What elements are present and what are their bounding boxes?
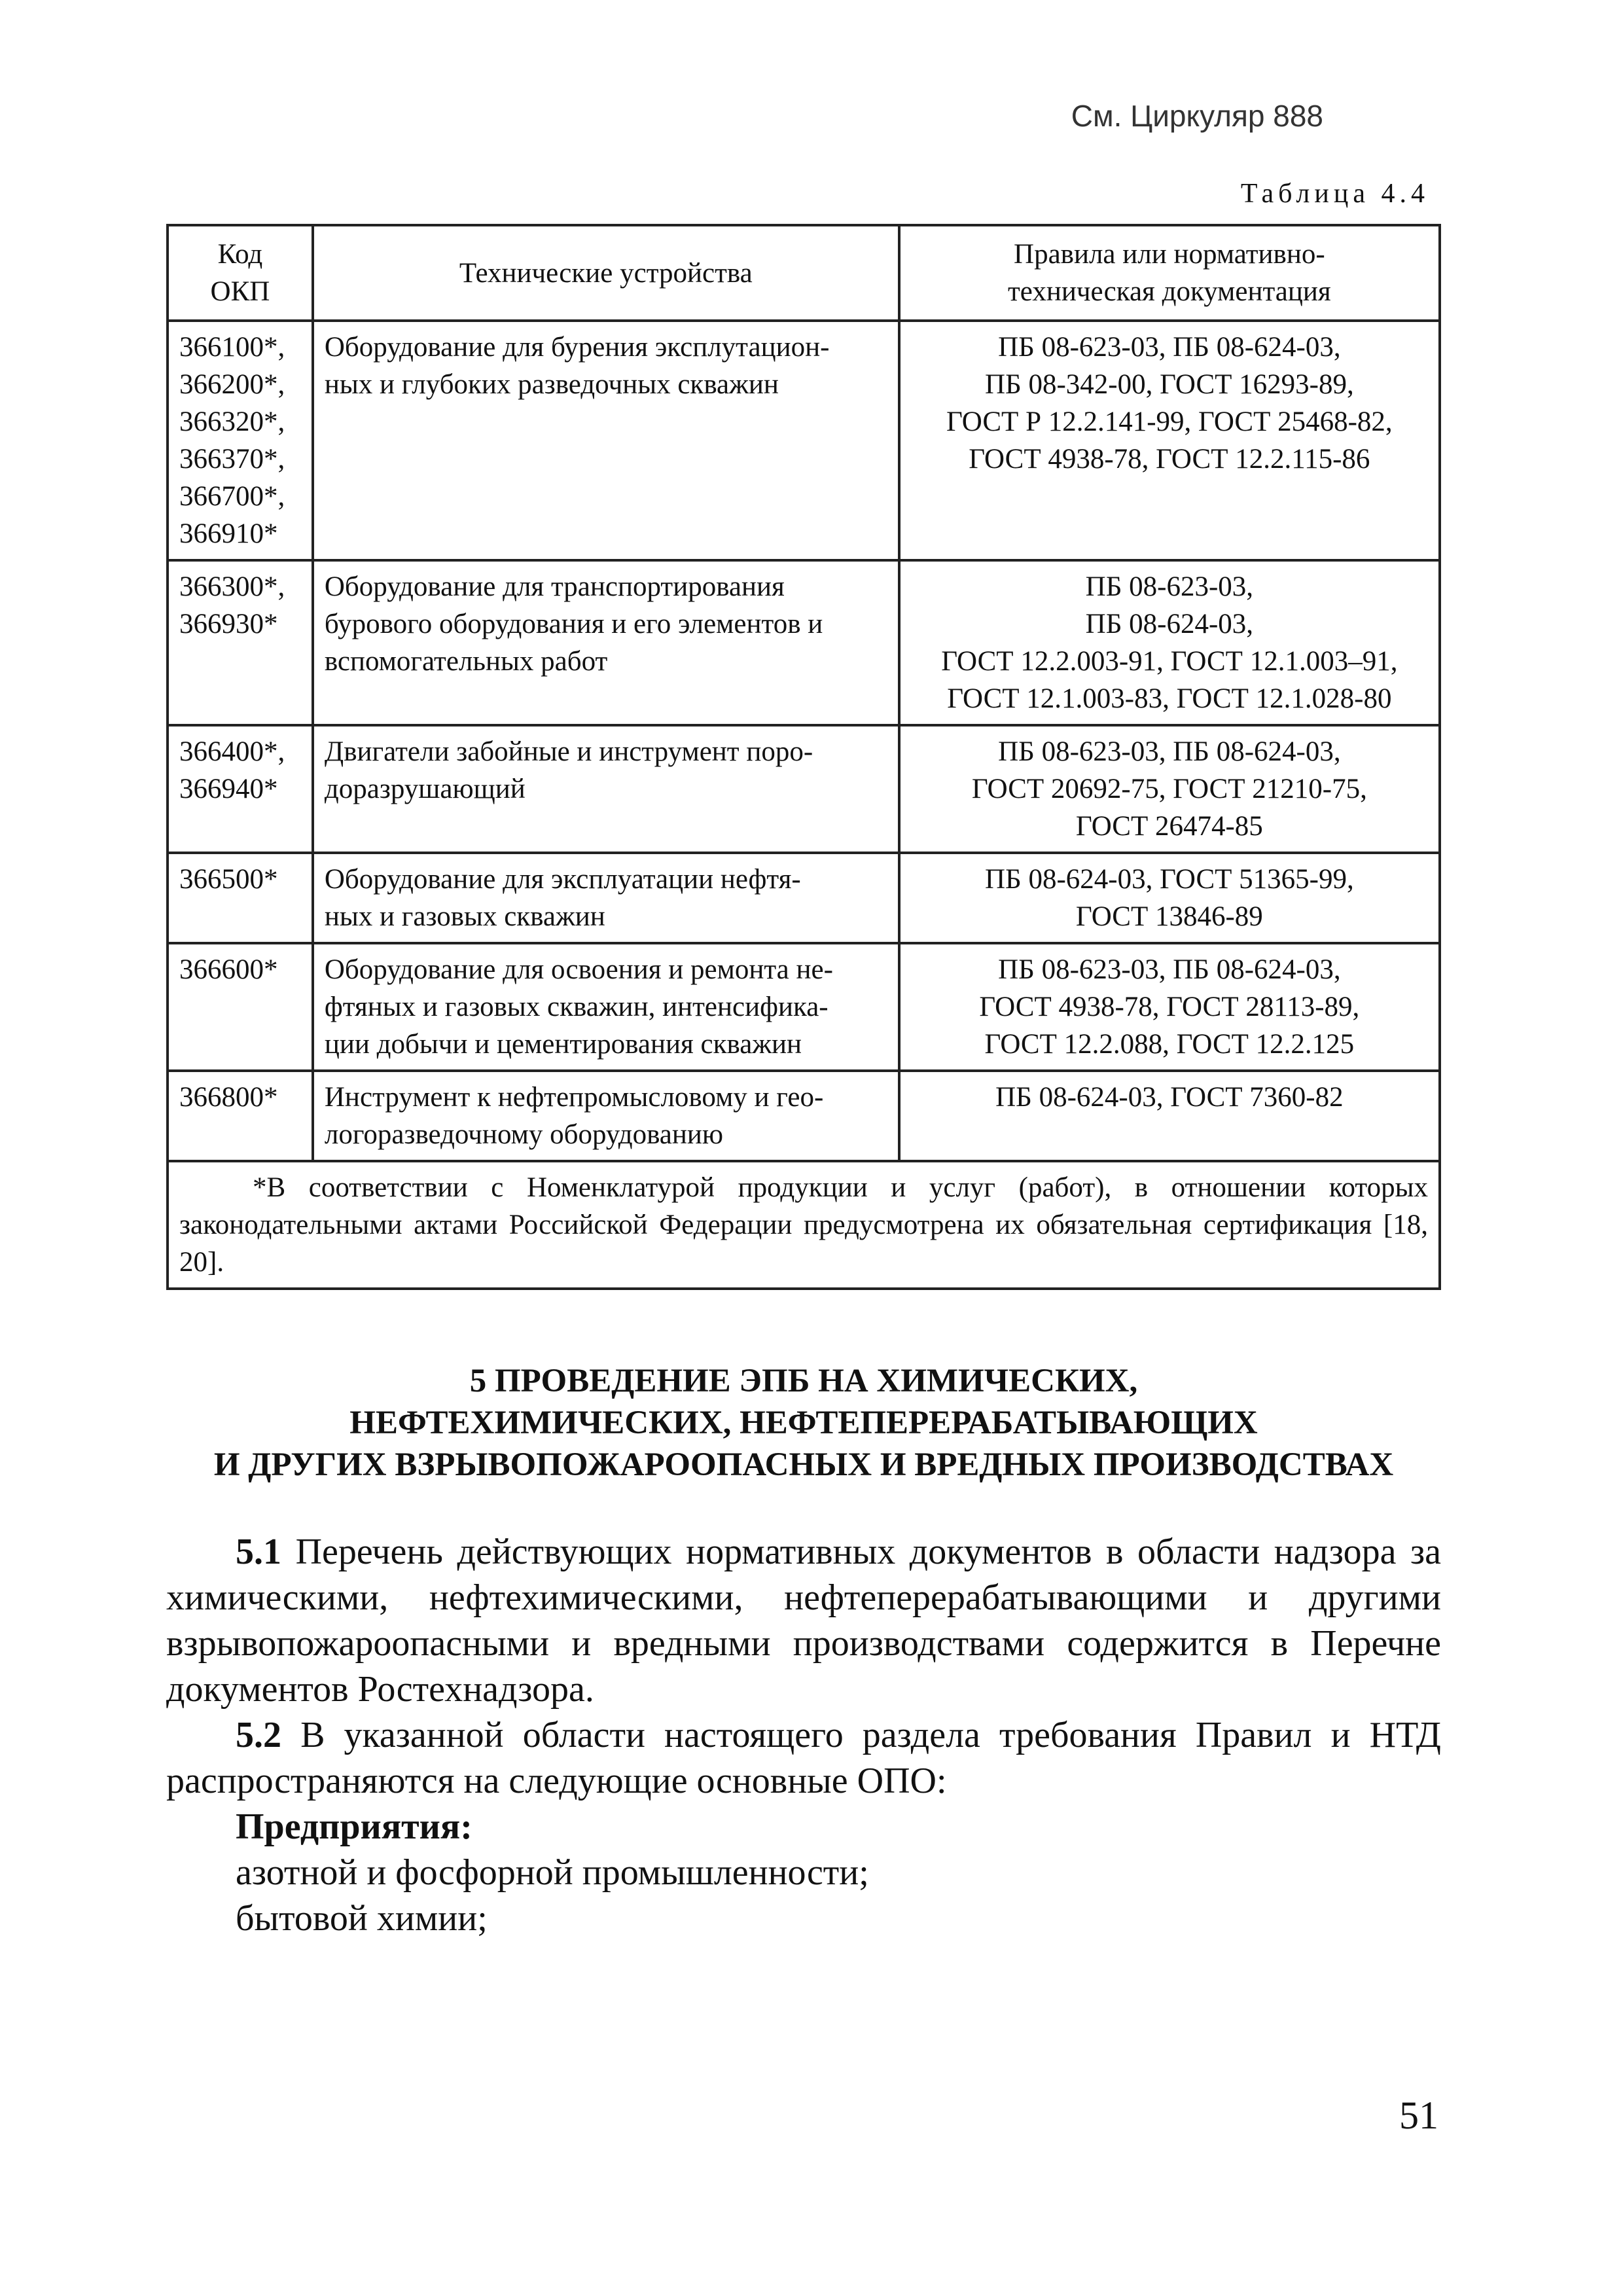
device-cell-line: логоразведочному оборудованию (324, 1119, 724, 1150)
list-heading (166, 1804, 1441, 1850)
okp-code-cell (168, 853, 313, 943)
okp-code-cell-line: 366910* (179, 518, 278, 549)
section-title-line: И ДРУГИХ ВЗРЫВОПОЖАРООПАСНЫХ И ВРЕДНЫХ ПРОИЗВОДСТВАХ (213, 1446, 1394, 1483)
docs-cell (899, 560, 1440, 725)
docs-cell-line: ГОСТ 4938-78, ГОСТ 28113-89, (979, 992, 1360, 1022)
docs-cell-line: ГОСТ 4938-78, ГОСТ 12.2.115-86 (969, 444, 1370, 475)
device-cell-line: Оборудование для транспортирования (324, 571, 785, 602)
docs-cell-line: ГОСТ 13846-89 (1075, 901, 1263, 932)
docs-cell-line: ПБ 08-624-03, (1085, 609, 1254, 639)
paragraph-text: Перечень действующих нормативных документов в области надзора за химическими, нефтехимическими, нефтеперерабатывающими и другими взрывопожароопасными и вредными производствами содержится в Перечне документов Ростехнадзора. (166, 1532, 1441, 1710)
docs-cell-line: ПБ 08-624-03, ГОСТ 51365-99, (984, 864, 1354, 895)
device-cell-line: Оборудование для освоения и ремонта не- (324, 954, 833, 985)
table-row (168, 853, 1440, 943)
footnote-text: *В соответствии с Номенклатурой продукции и услуг (работ), в отношении которых законодательными актами Российской Федерации предусмотрена их обязательная сертификация [18, 20]. (179, 1172, 1428, 1278)
section-title-line: 5 ПРОВЕДЕНИЕ ЭПБ НА ХИМИЧЕСКИХ, (469, 1363, 1138, 1399)
okp-code-cell-line: 366400*, (179, 736, 285, 767)
okp-code-cell (168, 321, 313, 560)
device-cell-line: ных и глубоких разведочных скважин (324, 369, 779, 400)
list-heading-text: Предприятия: (236, 1806, 473, 1847)
device-cell (313, 1071, 899, 1161)
device-cell-line: Двигатели забойные и инструмент поро- (324, 736, 813, 767)
circular-stamp: См. Циркуляр 888 (1071, 99, 1323, 133)
header-docs: Правила или нормативно-техническая документация (899, 225, 1440, 321)
docs-cell-line: ПБ 08-623-03, ПБ 08-624-03, (998, 332, 1341, 363)
page-number: 51 (1399, 2094, 1438, 2137)
docs-cell-line: ПБ 08-624-03, ГОСТ 7360-82 (995, 1082, 1344, 1113)
device-cell-line: бурового оборудования и его элементов и (324, 609, 823, 639)
okp-code-cell-line: 366600* (179, 954, 278, 985)
docs-cell-line: ПБ 08-342-00, ГОСТ 16293-89, (984, 369, 1354, 400)
docs-cell (899, 853, 1440, 943)
device-cell-line: вспомогательных работ (324, 646, 608, 677)
section-title-line: НЕФТЕХИМИЧЕСКИХ, НЕФТЕПЕРЕРАБАТЫВАЮЩИХ (349, 1405, 1258, 1441)
docs-cell-line: ГОСТ 26474-85 (1075, 811, 1263, 842)
table-row (168, 725, 1440, 853)
okp-code-cell (168, 560, 313, 725)
paragraph-number: 5.1 (236, 1532, 281, 1572)
device-cell-line: доразрушающий (324, 774, 526, 804)
device-cell (313, 321, 899, 560)
docs-cell (899, 943, 1440, 1071)
list-item: азотной и фосфорной промышленности; (236, 1852, 869, 1893)
table-footnote-row (168, 1161, 1440, 1289)
list-item: бытовой химии; (236, 1898, 488, 1939)
okp-code-cell-line: 366500* (179, 864, 278, 895)
table-row (168, 321, 1440, 560)
paragraph-5-1 (166, 1529, 1441, 1712)
okp-code-cell-line: 366320*, (179, 406, 285, 437)
table-row (168, 943, 1440, 1071)
body-text (166, 1529, 1441, 1941)
equipment-table (166, 224, 1441, 1290)
device-cell (313, 943, 899, 1071)
device-cell-line: фтяных и газовых скважин, интенсифика- (324, 992, 829, 1022)
paragraph-text: В указанной области настоящего раздела требования Правил и НТД распространяются на следующие основные ОПО: (166, 1715, 1441, 1801)
okp-code-cell-line: 366800* (179, 1082, 278, 1113)
docs-cell-line: ГОСТ 12.1.003-83, ГОСТ 12.1.028-80 (947, 683, 1392, 714)
table-footnote (168, 1161, 1440, 1289)
docs-cell (899, 321, 1440, 560)
okp-code-cell (168, 1071, 313, 1161)
device-cell-line: ных и газовых скважин (324, 901, 605, 932)
okp-code-cell-line: 366940* (179, 774, 278, 804)
okp-code-cell-line: 366300*, (179, 571, 285, 602)
docs-cell-line: ГОСТ Р 12.2.141-99, ГОСТ 25468-82, (946, 406, 1393, 437)
okp-code-cell-line: 366930* (179, 609, 278, 639)
docs-cell-line: ПБ 08-623-03, ПБ 08-624-03, (998, 954, 1341, 985)
device-cell-line: Оборудование для бурения эксплутацион- (324, 332, 830, 363)
okp-code-cell (168, 943, 313, 1071)
paragraph-number: 5.2 (236, 1715, 281, 1755)
table-header-row (168, 225, 1440, 321)
header-devices: Технические устройства (313, 225, 899, 321)
docs-cell-line: ПБ 08-623-03, ПБ 08-624-03, (998, 736, 1341, 767)
okp-code-cell-line: 366200*, (179, 369, 285, 400)
device-cell (313, 725, 899, 853)
table-row (168, 1071, 1440, 1161)
section-title (166, 1360, 1441, 1486)
device-cell-line: Инструмент к нефтепромысловому и гео- (324, 1082, 824, 1113)
docs-cell-line: ГОСТ 12.2.003-91, ГОСТ 12.1.003–91, (941, 646, 1398, 677)
docs-cell (899, 1071, 1440, 1161)
device-cell (313, 853, 899, 943)
device-cell-line: Оборудование для эксплуатации нефтя- (324, 864, 801, 895)
table-caption: Таблица 4.4 (1240, 179, 1429, 209)
docs-cell-line: ГОСТ 12.2.088, ГОСТ 12.2.125 (984, 1029, 1355, 1060)
docs-cell (899, 725, 1440, 853)
okp-code-cell-line: 366370*, (179, 444, 285, 475)
header-code: Код ОКП (168, 225, 313, 321)
okp-code-cell (168, 725, 313, 853)
docs-cell-line: ГОСТ 20692-75, ГОСТ 21210-75, (971, 774, 1367, 804)
device-cell-line: ции добычи и цементирования скважин (324, 1029, 802, 1060)
device-cell (313, 560, 899, 725)
okp-code-cell-line: 366100*, (179, 332, 285, 363)
docs-cell-line: ПБ 08-623-03, (1085, 571, 1254, 602)
table-row (168, 560, 1440, 725)
okp-code-cell-line: 366700*, (179, 481, 285, 512)
paragraph-5-2 (166, 1712, 1441, 1804)
